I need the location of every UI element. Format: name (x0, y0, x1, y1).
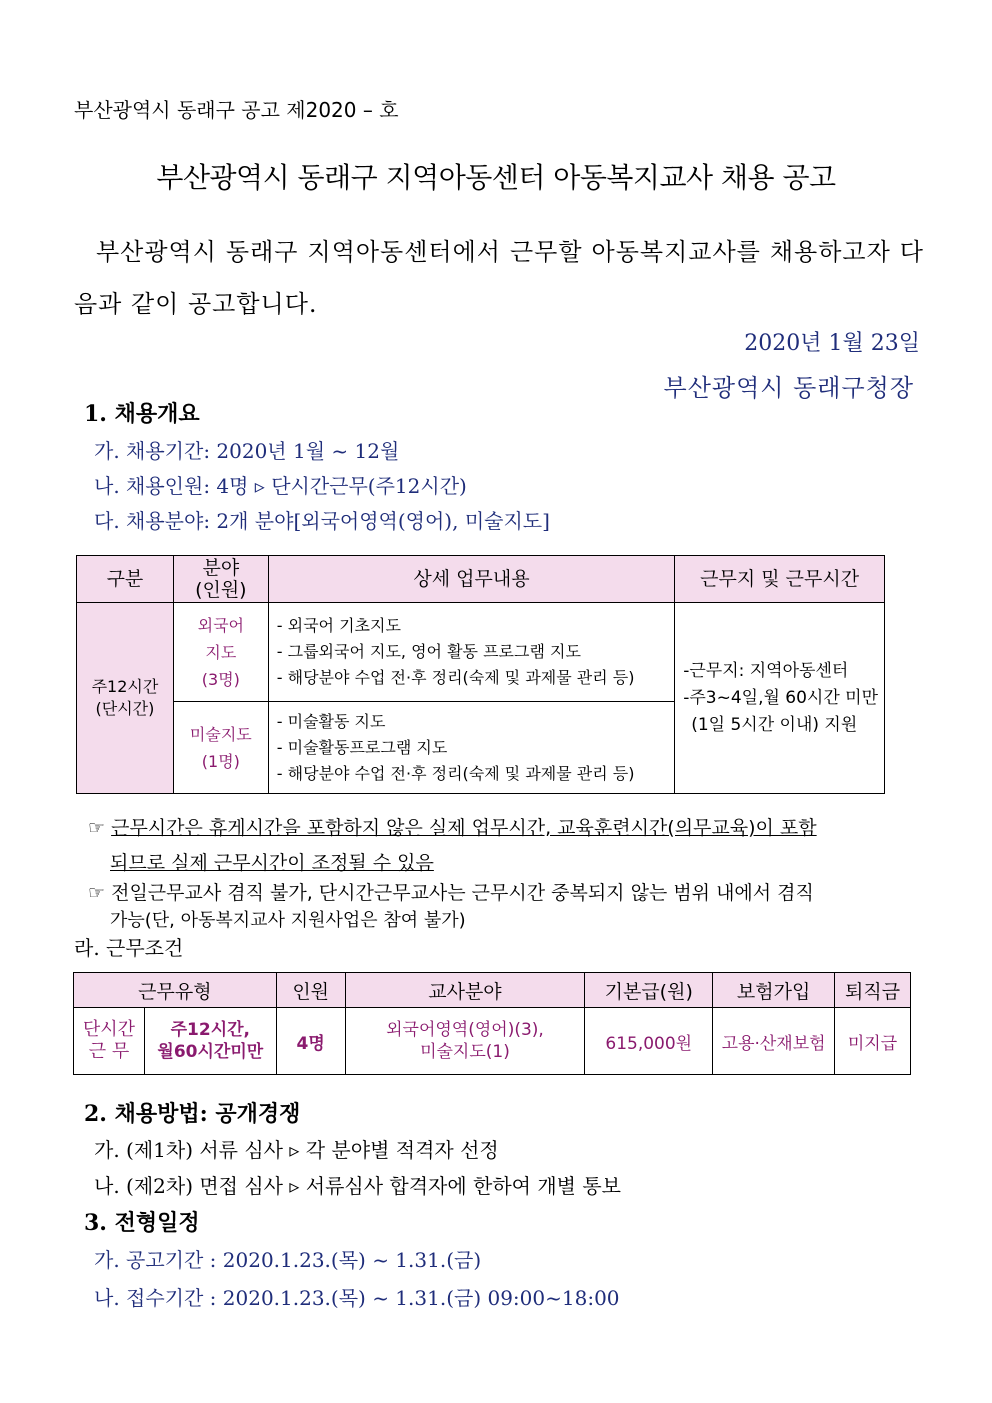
duty-table (76, 555, 885, 794)
section2-item: 가. (제1차) 서류 심사 ▹ 각 분야별 적격자 선정 (94, 1138, 499, 1162)
issuer: 부산광역시 동래구청장 (663, 374, 914, 402)
pointer-icon: ☞ (88, 882, 106, 904)
section1-heading: 1. 채용개요 (84, 401, 200, 427)
notice-date: 2020년 1월 23일 (744, 331, 920, 356)
note (88, 878, 814, 905)
work-hours-cell: 주12시간, 월60시간미만 (144, 1008, 276, 1075)
workplace-line: -근무지: 지역아동센터 (683, 660, 849, 681)
table-header: 상세 업무내용 (268, 556, 674, 603)
table-header: 인원 (276, 973, 345, 1008)
pointer-icon: ☞ (88, 817, 106, 839)
workplace-line: (1일 5시간 이내) 지원 (691, 714, 858, 735)
duty-line: - 미술활동프로그램 지도 (276, 737, 448, 757)
section3-item: 가. 공고기간 : 2020.1.23.(목) ~ 1.31.(금) (94, 1248, 482, 1272)
table-header: 기본급(원) (585, 973, 713, 1008)
section1-item: 나. 채용인원: 4명 ▹ 단시간근무(주12시간) (94, 474, 467, 498)
field-cell: 외국어 지도 (3명) (173, 603, 268, 702)
note-text: 되므로 실제 근무시간이 조정될 수 있음 (110, 852, 434, 874)
severance-cell: 미지급 (835, 1008, 911, 1075)
headcount-cell: 4명 (276, 1008, 345, 1075)
table-header: 교사분야 (345, 973, 585, 1008)
section3-item: 나. 접수기간 : 2020.1.23.(목) ~ 1.31.(금) 09:00~18:00 (94, 1286, 620, 1310)
conditions-table (73, 972, 911, 1075)
duties-cell (268, 603, 674, 702)
duty-line: - 그룹외국어 지도, 영어 활동 프로그램 지도 (276, 642, 581, 661)
document-title: 부산광역시 동래구 지역아동센터 아동복지교사 채용 공고 (156, 161, 836, 194)
work-type-cell: 단시간 근 무 (74, 1008, 145, 1075)
workplace-line: -주3~4일,월 60시간 미만 (683, 687, 879, 708)
teacher-field-cell: 외국어영역(영어)(3), 미술지도(1) (345, 1008, 585, 1075)
note (88, 813, 817, 840)
table-header: 근무지 및 근무시간 (675, 556, 885, 603)
field-cell: 미술지도 (1명) (173, 702, 268, 794)
conditions-heading: 라. 근무조건 (74, 936, 184, 960)
section2-item: 나. (제2차) 면접 심사 ▹ 서류심사 합격자에 한하여 개별 통보 (94, 1174, 621, 1198)
duty-line: - 해당분야 수업 전·후 정리(숙제 및 과제물 관리 등) (276, 763, 635, 783)
salary-cell: 615,000원 (585, 1008, 713, 1075)
notice-number: 부산광역시 동래구 공고 제2020 – 호 (74, 98, 399, 122)
note-text: 가능(단, 아동복지교사 지원사업은 참여 불가) (110, 910, 466, 931)
duties-cell (268, 702, 674, 794)
workplace-cell (675, 603, 885, 794)
table-header: 근무유형 (74, 973, 277, 1008)
section3-heading: 3. 전형일정 (84, 1210, 200, 1236)
intro-paragraph: 부산광역시 동래구 지역아동센터에서 근무할 아동복지교사를 채용하고자 다음과 같이 공고합니다. (74, 238, 924, 318)
table-header: 퇴직금 (835, 973, 911, 1008)
section1-item: 가. 채용기간: 2020년 1월 ~ 12월 (94, 439, 400, 463)
table-header: 분야 (인원) (173, 556, 268, 603)
insurance-cell: 고용·산재보험 (713, 1008, 835, 1075)
duty-line: - 미술활동 지도 (276, 711, 386, 731)
category-cell: 주12시간 (단시간) (77, 603, 174, 794)
section1-item: 다. 채용분야: 2개 분야[외국어영역(영어), 미술지도] (94, 509, 550, 533)
duty-line: - 해당분야 수업 전·후 정리(숙제 및 과제물 관리 등) (276, 668, 635, 687)
section2-heading: 2. 채용방법: 공개경쟁 (84, 1101, 301, 1127)
table-header: 구분 (77, 556, 174, 603)
note-text: 근무시간은 휴게시간을 포함하지 않은 실제 업무시간, 교육훈련시간(의무교육)이 포함 (111, 817, 817, 839)
note-text: 전일근무교사 겸직 불가, 단시간근무교사는 근무시간 중복되지 않는 범위 내에서 겸직 (111, 882, 814, 904)
table-header: 보험가입 (713, 973, 835, 1008)
duty-line: - 외국어 기초지도 (276, 616, 401, 635)
